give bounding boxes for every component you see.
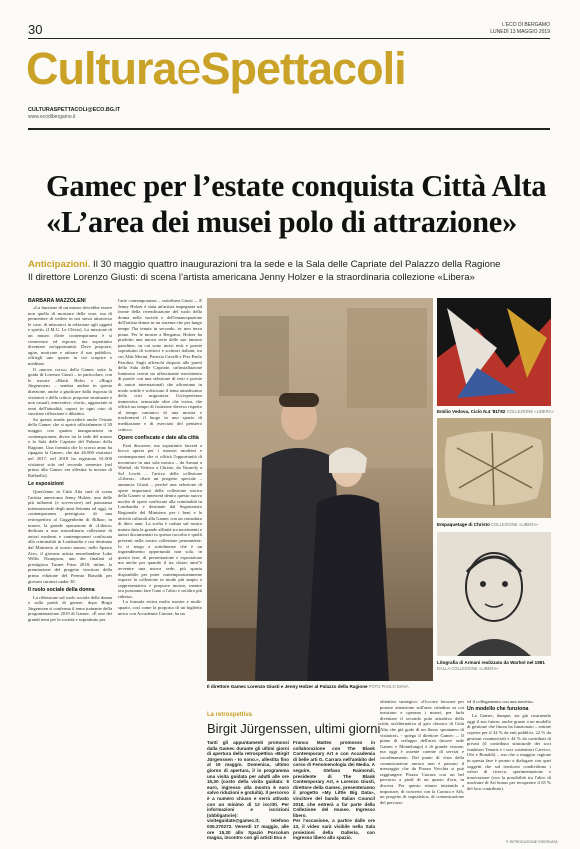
col2-para-3: La formula estiva molto mostre e multi-spazio, così come la proposta di un biglietto unico con Accademia Carrara, ha un: [118, 599, 202, 616]
col1-subhead-1: Le esposizioni: [28, 481, 64, 488]
sidebar-col-b-text: Franco Mattes promosso in collaborazione con The Blank Contemporary Art e con Accademia di belle arti G. Carrara nell'ambito del corso di Fenomenologia dei Media. A seguire, Stefano Raimondi, presidente di The Blank Contemporary Art, e Lorenzo Giusti, direttore della Gamec, presenteranno il progetto «My Little Big Data», vincitore del bando Italian Council 2018, che entrerà a far parte della Collezione del museo. Ingresso libero.: [293, 740, 375, 818]
page-number: 30: [28, 22, 43, 37]
col1-subhead-2: Il ruolo sociale della donna: [28, 587, 95, 594]
section-website: www.ecodibergamo.it: [28, 114, 76, 120]
headline: [46, 168, 556, 240]
section-rule: [28, 128, 550, 130]
col2-subhead-1: Opere confiscate e date alla città: [118, 435, 199, 442]
section-email: CULTURASPETTACOLI@ECO.BG.IT: [28, 107, 121, 113]
issue-date: LUNEDÌ 13 MAGGIO 2019: [490, 29, 550, 35]
warhol-credit: DALLA COLLEZIONE «LIBERA»: [437, 666, 499, 671]
byline: BARBARA MAZZOLENI: [28, 298, 86, 304]
kicker: Anticipazioni.: [28, 259, 91, 270]
col1-para-5: La riflessione sul ruolo sociale della donna e sulla parità di genere, dopo Birgit Jürgenssen si conferma il tema trainante della programmazione 2019 di Gamec. «È uno dei grandi temi per la società e soprattutto per: [28, 594, 112, 623]
col1-para-2: Il «nuovo corso» della Gamec sotto la guida di Lorenzo Giusti – in particolare, con le mostre «Black Hole» e «Birgit Jürgenssen» – sembra andare in questa direzione, anche a giudicare dalla risposta di visitatori e della critica: proposte strutturate e non casuali, innovative, «forti», agganciate ai temi dell'attualità, capaci in ogni caso di suscitare riflessione e dibattito.: [28, 366, 112, 417]
col1-para-3: Su questa strada procederà anche l'estate della Gamec che si aprirà ufficialmente il 30 maggio con quattro inaugurazioni in contemporanea, divise tra la sede del museo e la Sala delle Capriate del Palazzo della Ragione. Una formula che lo scorso anno ha ripagato la Gamec, che dai 46.000 visitatori nel 2017, nel 2018 ha registrato 61.000 visitatori solo nel secondo semestre (nel primo alla Gamec era allestita la mostra di Raffaello).: [28, 416, 112, 478]
christo-credit: COLLEZIONE «LIBERA»: [491, 522, 539, 527]
warhol-lithograph-image: [437, 532, 551, 656]
vedova-artwork-image: [437, 298, 551, 406]
subheadline: [28, 258, 550, 284]
article-column-5: obiettivo strategico: «Occorre lavorare per portare attenzione sull'area cittadina su cui insistono e operano i musei, per farla diventare il secondo polo attrattivo della città, un'alternativa al giro classico di Città Alta che già gode di un flusso spontaneo di visitatori» - spiega il direttore Gamec –. Il piano di sviluppo dell'area (nuove sede Gamec e Montelungo) è di grande visione, ma oggi è assente carente di servizi e coordinamento. Dal punto di vista della comunicazione ancora non è passato il messaggio che da Piazza Vecchia si può raggiungere Piazza Carrara con un bel percorso a piedi di un quarto d'ora, in discesa. Per questo stiamo iniziando a impostare, di concerto con la Carrara e Afh, un progetto di segnaletica, di comunicazione del percorso: [380, 699, 464, 805]
subhead-text1: Il 30 maggio quattro inaugurazioni tra la sede e la Sala delle Capriate del Palazzo della Ragione: [90, 259, 501, 270]
sidebar-label: La retrospettiva: [207, 712, 253, 718]
warhol-illustration: [437, 532, 551, 656]
article-column-2: [118, 298, 202, 710]
col1-para-4: Quest'anno in Città Alta sarà di scena l'artista americana Jenny Holzer, una delle più influenti (e sovversive) nel panorama internazionale degli anni Settanta ad oggi, in contemporanea prestigiosa di una retrospettiva al Guggenheim di Bilbao; in museo, la grande operazione di «Libera» dedicata a una straordinaria collezione di autori moderni e contemporanei confiscata alla criminalità in Lombardia e ora destinata dal Ministero al nostro museo; nello Spazio Zero, il giovane artista neozelandese Luke Willis Thompson, uno dei finalisti al prestigioso Turner Prize 2018; infine, la premiazione del progetto vincitore della prima edizione del Premio Bonaldi per giovani curatori under 30.: [28, 489, 112, 584]
col1-para-1: «La funzione di un museo dovrebbe essere non quella di mostrare delle cose, ma di permettere di vedere in noi stessi attraverso le cose, di misurarci in relazione agli oggetti e spiriti» (J.M.G. Le Clézio). La missione di un museo d'arte contemporanea è sì conservare ed esporre, ma soprattutto diventare un'opportunità. Deve proporre, agire, motivare e attirare il suo pubblico, offrirgli uno spazio in cui scoprire e meditare.: [28, 305, 112, 366]
article-column-1: [28, 305, 112, 835]
section-title-part1: Cultura: [26, 43, 177, 94]
christo-artwork-image: [437, 418, 551, 518]
vedova-illustration: [437, 298, 551, 406]
main-photo: [207, 298, 433, 681]
section-title-part2: e: [176, 43, 201, 94]
newspaper-name: L'ECO DI BERGAMO: [502, 22, 550, 28]
sidebar-title: Birgit Jürgenssen, ultimi giorni: [207, 721, 381, 736]
main-photo-caption: [207, 684, 433, 689]
section-title: [26, 40, 406, 98]
subhead-line2: Il direttore Lorenzo Giusti: di scena l’artista americana Jenny Holzer e la straordinaria collezione «Libera»: [28, 272, 475, 283]
col2-para-1: l'arte contemporanea – sottolinea Giusti –. E Jenny Holzer è stata un'artista impegnata sul fronte della rivendicazione del ruolo della donna nella società e dell'emancipazione dell'artista donna in un sistema che per lungo tempo l'ha tenuta in secondo, se non terzo piano. Per le mostre a Bergamo, Holzer ha prodotto una nuova serie delle sue famose panchine, su cui sono incisi testi e poesie soprattutto di scrittrici e scrittori italiani, tra cui Alda Merini, Patrizia Cavalli e Pier Paolo Pasolini. Sugli affreschi disposti alle pareti della Sala delle Capriate, un'installazione luminosa creerà un affascinante movimento di parole con una selezione di testi e poesie di autori internazionali che affrontano in modo sottile e sofisticato il tema attualissimo della crisi migratoria. Un'esperienza immersiva, sensoriale oltre che visiva, che offrirà un tempo di fruizione diverso rispetto al tempo canonico di una mostra e trasformerà il luogo in uno spazio di meditazione e di esercizio del pensiero critico».: [118, 298, 202, 432]
main-photo-caption-text: Il direttore Gamec Lorenzo Giusti e Jenny Holzer al Palazzo della Ragione: [207, 684, 368, 689]
photo-illustration: [207, 298, 433, 681]
col6-para-2: La Gamec, dunque, sta già costruendo oggi il suo futuro, anche grazie a un modello di gestione che finora ha funzionato – entrate coperte per il 34 % da enti pubblici, 22 % da gestioni commerciali e 44 % da contributi di privati (il contributo strutturale dei soci fondatori Tenaris e i soci sostenitori Carvico, Ubi e Bonaldi) – ma che a maggior ragione in questa fase è pronto a dialogare con quei soggetti che sul territorio condividono i valori di ricerca, sperimentazione e innovazione (con la possibilità tra l'altro di usufruire di Art bonus per recuperare il 65 % del loro contributo).: [467, 713, 551, 791]
col6-para-1: ed il collegamento con una navetta».: [467, 699, 535, 704]
copyright-note: © RIPRODUZIONE RISERVATA: [506, 840, 558, 844]
sidebar-col-c-text: Per l'occasione, a partire dalle ore 13, il video sarà visibile nella Sala proiezioni della Galleria, con ingresso libero allo spazio.: [293, 818, 375, 840]
christo-illustration: [437, 418, 551, 518]
sidebar-col-b: [293, 740, 375, 840]
section-title-part3: Spettacoli: [200, 43, 406, 94]
col2-para-2: Farà discutere, ma soprattutto lascerà a bocca aperta per i maestri moderni e contemporanei che ci offrirà l'opportunità di incontrare in una sola mostra – da Arman a Warhol, da Vedova a Christo, da Vasarely a Sol Lewitt – l'arrivo della collezione «Libera». «Sarà un progetto speciale – annuncia Giusti – perché una selezione di opere importanti della collezione storica della Gamec si innesterà dentro questo nuovo nucleo di opere confiscate alla criminalità in Lombardia e destinate dal Segretariato Regionale del Ministero per i beni e le attività culturali alla Gamec con un comodato di dieci anni. La scelta è caduta sul nostro museo data la grande affinità tra movimenti e autori documentati in questa raccolta e quelli presenti nella nostra collezione permanente. Io ci tengo a sottolineare che è un ingrandimento opportunità non solo, in questa fase, di presentazione e esposizione ma anche per quando il tra chiaro anni”è avvenire una nuova sede, più spazia disponibile per poter contemporaneamente esporre la collezione in modo più ampio e rappresentativo e proporre mostre, mentre ora possiamo fare l'uno o l'altro e un'altra più ridotta».: [118, 442, 202, 599]
vedova-caption: [437, 409, 553, 414]
col6-subhead: Un modello che funziona: [467, 705, 529, 712]
warhol-caption-text: Litografia di Armani realizzata da Warhol nel 1981: [437, 660, 545, 665]
christo-caption: [437, 522, 553, 527]
top-rule: [28, 38, 550, 39]
sidebar-col-a: Tanti gli appuntamenti promossi dalla Gamec durante gli ultimi giorni di apertura della retrospettiva «Birgit Jürgenssen - Io sono.», allestita fino al 19 maggio. Domenica, ultimo giorno di apertura, il in programma una visita guidata per adulti alle ore 15,30 (costo della visita guidata: 6 euro, ingresso alla mostra 6 euro salvo riduzioni e gratuità). Il percorso è a numero chiuso e verrà attivato con un minimo di 12 iscritti. Per informazioni e iscrizioni (obbligatorie): visiteguidate@gamec.it; telefono 035.270272. Venerdì 17 maggio, alle ore 15.30 allo Spazio Porcolum magna, incontro con gli artisti Eva e: [207, 740, 289, 840]
subhead-line1: [28, 258, 550, 271]
article-column-6: [467, 699, 551, 839]
headline-line1: Gamec per l’estate conquista Città Alta: [46, 169, 547, 203]
headline-line2: «L’area dei musei polo di attrazione»: [46, 205, 517, 239]
main-photo-credit: FOTO PAOLO BIAVA: [368, 684, 409, 689]
warhol-caption: [437, 660, 553, 672]
vedova-credit: COLLEZIONE «LIBERA»: [506, 409, 554, 414]
vedova-caption-text: Emilio Vedova, Ciclo N.4 '81/'82: [437, 409, 506, 414]
christo-caption-text: Empaquetage di Christo: [437, 522, 490, 527]
